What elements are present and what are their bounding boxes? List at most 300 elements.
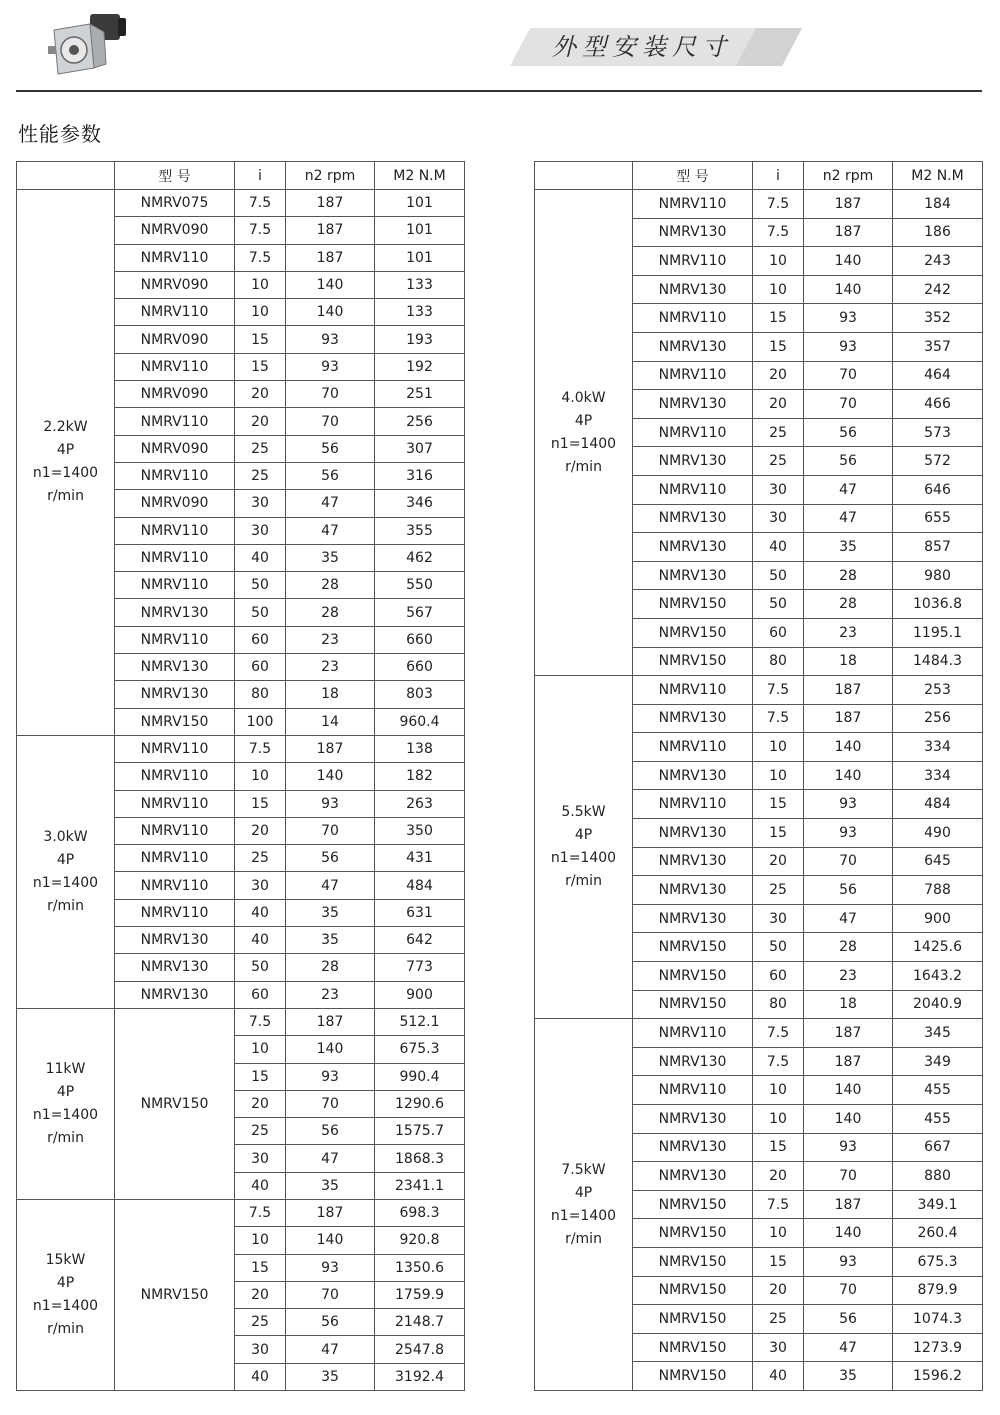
speed-cell: 28 [286, 599, 375, 626]
torque-cell: 1643.2 [893, 962, 983, 991]
torque-cell: 349.1 [893, 1190, 983, 1219]
model-cell: NMRV110 [115, 517, 235, 544]
torque-cell: 655 [893, 504, 983, 533]
speed-cell: 187 [286, 190, 375, 217]
ratio-cell: 30 [753, 1333, 804, 1362]
ratio-cell: 10 [753, 1076, 804, 1105]
speed-cell: 28 [286, 954, 375, 981]
model-cell: NMRV110 [115, 353, 235, 380]
speed-cell: 140 [804, 1219, 893, 1248]
model-cell: NMRV110 [633, 190, 753, 219]
col-header-ratio: i [235, 162, 286, 190]
model-cell: NMRV110 [633, 1076, 753, 1105]
torque-cell: 788 [893, 876, 983, 905]
table-row [17, 735, 465, 762]
ratio-cell: 20 [235, 408, 286, 435]
spec-table-right [534, 161, 983, 1391]
torque-cell: 900 [893, 904, 983, 933]
ratio-cell: 40 [235, 544, 286, 571]
torque-cell: 182 [375, 763, 465, 790]
speed-cell: 93 [286, 1063, 375, 1090]
model-cell: NMRV150 [633, 1247, 753, 1276]
model-cell: NMRV150 [115, 1199, 235, 1390]
model-cell: NMRV130 [633, 704, 753, 733]
speed-cell: 70 [286, 408, 375, 435]
ratio-cell: 50 [753, 590, 804, 619]
speed-cell: 70 [804, 390, 893, 419]
torque-cell: 660 [375, 654, 465, 681]
ratio-cell: 15 [753, 790, 804, 819]
ratio-cell: 20 [235, 1281, 286, 1308]
ratio-cell: 50 [235, 599, 286, 626]
ratio-cell: 25 [235, 1118, 286, 1145]
ratio-cell: 40 [753, 533, 804, 562]
speed-cell: 47 [286, 872, 375, 899]
ratio-cell: 30 [235, 517, 286, 544]
ratio-cell: 25 [235, 435, 286, 462]
speed-cell: 47 [804, 904, 893, 933]
speed-cell: 140 [804, 1105, 893, 1134]
power-group-line: r/min [47, 897, 84, 914]
ratio-cell: 40 [753, 1362, 804, 1391]
model-cell: NMRV110 [115, 763, 235, 790]
model-cell: NMRV090 [115, 217, 235, 244]
torque-cell: 133 [375, 271, 465, 298]
ratio-cell: 7.5 [753, 1019, 804, 1048]
torque-cell: 879.9 [893, 1276, 983, 1305]
power-group-line: 2.2kW [43, 419, 88, 436]
speed-cell: 47 [286, 1336, 375, 1363]
torque-cell: 256 [375, 408, 465, 435]
speed-cell: 28 [286, 572, 375, 599]
speed-cell: 187 [286, 244, 375, 271]
model-cell: NMRV075 [115, 190, 235, 217]
speed-cell: 140 [286, 299, 375, 326]
ratio-cell: 7.5 [235, 190, 286, 217]
speed-cell: 56 [804, 418, 893, 447]
speed-cell: 56 [286, 1309, 375, 1336]
torque-cell: 572 [893, 447, 983, 476]
power-group-line: r/min [47, 488, 84, 505]
speed-cell: 18 [804, 990, 893, 1019]
model-cell: NMRV110 [633, 733, 753, 762]
speed-cell: 93 [804, 304, 893, 333]
torque-cell: 512.1 [375, 1008, 465, 1035]
power-group-line: 5.5kW [561, 804, 606, 821]
torque-cell: 1074.3 [893, 1305, 983, 1334]
speed-cell: 187 [286, 1199, 375, 1226]
speed-cell: 140 [286, 271, 375, 298]
model-cell: NMRV110 [633, 475, 753, 504]
model-cell: NMRV110 [633, 676, 753, 705]
speed-cell: 140 [804, 247, 893, 276]
model-cell: NMRV110 [115, 462, 235, 489]
model-cell: NMRV150 [115, 1008, 235, 1199]
speed-cell: 18 [804, 647, 893, 676]
torque-cell: 462 [375, 544, 465, 571]
torque-cell: 773 [375, 954, 465, 981]
ratio-cell: 25 [753, 418, 804, 447]
torque-cell: 631 [375, 899, 465, 926]
ratio-cell: 30 [753, 904, 804, 933]
section-title: 性能参数 [18, 122, 102, 146]
torque-cell: 645 [893, 847, 983, 876]
model-cell: NMRV130 [633, 275, 753, 304]
ratio-cell: 50 [235, 572, 286, 599]
torque-cell: 675.3 [375, 1036, 465, 1063]
ratio-cell: 30 [235, 872, 286, 899]
power-group-line: 15kW [45, 1252, 86, 1269]
power-group-line: 4P [574, 412, 593, 429]
ratio-cell: 80 [753, 990, 804, 1019]
power-group-label [17, 735, 115, 1008]
power-group-line: n1=1400 [550, 435, 617, 452]
ratio-cell: 7.5 [235, 1008, 286, 1035]
torque-cell: 484 [375, 872, 465, 899]
torque-cell: 698.3 [375, 1199, 465, 1226]
torque-cell: 346 [375, 490, 465, 517]
ratio-cell: 30 [753, 504, 804, 533]
power-group-line: 11kW [45, 1060, 86, 1077]
speed-cell: 93 [804, 332, 893, 361]
speed-cell: 140 [804, 275, 893, 304]
speed-cell: 47 [286, 490, 375, 517]
col-header-torque: M2 N.M [893, 162, 983, 190]
model-cell: NMRV130 [633, 904, 753, 933]
ratio-cell: 7.5 [235, 217, 286, 244]
table-row [535, 1019, 983, 1048]
torque-cell: 646 [893, 475, 983, 504]
torque-cell: 256 [893, 704, 983, 733]
model-cell: NMRV130 [115, 954, 235, 981]
col-header-ratio: i [753, 162, 804, 190]
col-header-model: 型 号 [115, 162, 235, 190]
model-cell: NMRV110 [115, 790, 235, 817]
col-header-torque: M2 N.M [375, 162, 465, 190]
torque-cell: 900 [375, 981, 465, 1008]
model-cell: NMRV150 [633, 1190, 753, 1219]
torque-cell: 101 [375, 217, 465, 244]
model-cell: NMRV130 [633, 561, 753, 590]
model-cell: NMRV110 [115, 408, 235, 435]
speed-cell: 56 [804, 876, 893, 905]
ratio-cell: 50 [753, 933, 804, 962]
model-cell: NMRV110 [115, 572, 235, 599]
speed-cell: 187 [286, 217, 375, 244]
model-cell: NMRV090 [115, 271, 235, 298]
ratio-cell: 20 [753, 1162, 804, 1191]
ratio-cell: 20 [753, 1276, 804, 1305]
model-cell: NMRV150 [633, 647, 753, 676]
ratio-cell: 15 [235, 326, 286, 353]
speed-cell: 35 [286, 544, 375, 571]
ratio-cell: 20 [753, 847, 804, 876]
torque-cell: 1596.2 [893, 1362, 983, 1391]
speed-cell: 140 [804, 1076, 893, 1105]
model-cell: NMRV130 [633, 332, 753, 361]
ratio-cell: 25 [235, 1309, 286, 1336]
torque-cell: 920.8 [375, 1227, 465, 1254]
ratio-cell: 60 [753, 618, 804, 647]
torque-cell: 455 [893, 1105, 983, 1134]
ratio-cell: 7.5 [753, 1047, 804, 1076]
torque-cell: 567 [375, 599, 465, 626]
ratio-cell: 25 [235, 462, 286, 489]
power-group-line: 4P [56, 1275, 75, 1292]
speed-cell: 140 [804, 761, 893, 790]
ratio-cell: 20 [235, 1090, 286, 1117]
ratio-cell: 30 [753, 475, 804, 504]
torque-cell: 307 [375, 435, 465, 462]
ratio-cell: 15 [753, 1133, 804, 1162]
model-cell: NMRV110 [633, 1019, 753, 1048]
model-cell: NMRV130 [633, 1047, 753, 1076]
torque-cell: 466 [893, 390, 983, 419]
speed-cell: 93 [804, 819, 893, 848]
model-cell: NMRV130 [115, 681, 235, 708]
torque-cell: 334 [893, 761, 983, 790]
model-cell: NMRV150 [633, 1276, 753, 1305]
speed-cell: 47 [804, 1333, 893, 1362]
model-cell: NMRV130 [633, 1162, 753, 1191]
model-cell: NMRV130 [115, 981, 235, 1008]
torque-cell: 660 [375, 626, 465, 653]
speed-cell: 35 [286, 1363, 375, 1390]
ratio-cell: 30 [235, 1336, 286, 1363]
torque-cell: 3192.4 [375, 1363, 465, 1390]
table-row [17, 1199, 465, 1226]
model-cell: NMRV130 [115, 654, 235, 681]
power-group-label [17, 1199, 115, 1390]
speed-cell: 187 [286, 1008, 375, 1035]
speed-cell: 56 [286, 1118, 375, 1145]
ratio-cell: 30 [235, 490, 286, 517]
model-cell: NMRV150 [633, 962, 753, 991]
torque-cell: 960.4 [375, 708, 465, 735]
speed-cell: 140 [804, 733, 893, 762]
model-cell: NMRV130 [633, 1105, 753, 1134]
torque-cell: 193 [375, 326, 465, 353]
torque-cell: 184 [893, 190, 983, 219]
torque-cell: 355 [375, 517, 465, 544]
torque-cell: 1273.9 [893, 1333, 983, 1362]
torque-cell: 349 [893, 1047, 983, 1076]
torque-cell: 667 [893, 1133, 983, 1162]
torque-cell: 263 [375, 790, 465, 817]
model-cell: NMRV110 [115, 244, 235, 271]
model-cell: NMRV150 [633, 933, 753, 962]
speed-cell: 140 [286, 1227, 375, 1254]
spec-table-left [16, 161, 465, 1391]
torque-cell: 675.3 [893, 1247, 983, 1276]
speed-cell: 28 [804, 933, 893, 962]
ratio-cell: 80 [235, 681, 286, 708]
torque-cell: 980 [893, 561, 983, 590]
speed-cell: 70 [804, 1276, 893, 1305]
power-group-line: n1=1400 [32, 1106, 99, 1123]
torque-cell: 133 [375, 299, 465, 326]
ratio-cell: 25 [753, 447, 804, 476]
torque-cell: 2341.1 [375, 1172, 465, 1199]
col-header-model: 型 号 [633, 162, 753, 190]
model-cell: NMRV110 [115, 544, 235, 571]
speed-cell: 47 [804, 475, 893, 504]
gearbox-logo [44, 10, 130, 78]
speed-cell: 187 [804, 704, 893, 733]
ratio-cell: 15 [753, 1247, 804, 1276]
power-group-line: 4.0kW [561, 389, 606, 406]
model-cell: NMRV130 [633, 390, 753, 419]
torque-cell: 253 [893, 676, 983, 705]
torque-cell: 334 [893, 733, 983, 762]
ratio-cell: 60 [753, 962, 804, 991]
torque-cell: 484 [893, 790, 983, 819]
speed-cell: 28 [804, 590, 893, 619]
model-cell: NMRV110 [115, 845, 235, 872]
model-cell: NMRV110 [633, 247, 753, 276]
ratio-cell: 7.5 [753, 190, 804, 219]
table-row [17, 190, 465, 217]
model-cell: NMRV110 [115, 899, 235, 926]
ratio-cell: 10 [753, 733, 804, 762]
speed-cell: 35 [804, 533, 893, 562]
torque-cell: 260.4 [893, 1219, 983, 1248]
model-cell: NMRV150 [633, 1305, 753, 1334]
speed-cell: 187 [286, 735, 375, 762]
ratio-cell: 7.5 [753, 704, 804, 733]
ratio-cell: 10 [753, 1219, 804, 1248]
speed-cell: 23 [804, 618, 893, 647]
speed-cell: 56 [286, 845, 375, 872]
model-cell: NMRV130 [115, 599, 235, 626]
torque-cell: 1484.3 [893, 647, 983, 676]
torque-cell: 1195.1 [893, 618, 983, 647]
speed-cell: 35 [286, 927, 375, 954]
ratio-cell: 60 [235, 626, 286, 653]
torque-cell: 803 [375, 681, 465, 708]
ratio-cell: 10 [235, 271, 286, 298]
ratio-cell: 25 [753, 876, 804, 905]
model-cell: NMRV130 [633, 533, 753, 562]
torque-cell: 101 [375, 244, 465, 271]
ratio-cell: 25 [753, 1305, 804, 1334]
torque-cell: 490 [893, 819, 983, 848]
ratio-cell: 7.5 [235, 1199, 286, 1226]
ratio-cell: 15 [235, 1063, 286, 1090]
ratio-cell: 20 [235, 381, 286, 408]
speed-cell: 23 [286, 654, 375, 681]
ratio-cell: 10 [753, 275, 804, 304]
speed-cell: 93 [804, 790, 893, 819]
col-header-speed: n2 rpm [804, 162, 893, 190]
speed-cell: 47 [286, 1145, 375, 1172]
torque-cell: 1425.6 [893, 933, 983, 962]
power-group-line: r/min [47, 1321, 84, 1338]
torque-cell: 573 [893, 418, 983, 447]
speed-cell: 35 [804, 1362, 893, 1391]
col-header-power [17, 162, 115, 190]
ratio-cell: 15 [753, 819, 804, 848]
model-cell: NMRV110 [633, 790, 753, 819]
ratio-cell: 10 [235, 763, 286, 790]
torque-cell: 431 [375, 845, 465, 872]
speed-cell: 18 [286, 681, 375, 708]
speed-cell: 70 [286, 1090, 375, 1117]
model-cell: NMRV110 [115, 626, 235, 653]
ratio-cell: 100 [235, 708, 286, 735]
ratio-cell: 10 [753, 1105, 804, 1134]
model-cell: NMRV130 [115, 927, 235, 954]
ratio-cell: 60 [235, 654, 286, 681]
ratio-cell: 15 [753, 332, 804, 361]
col-header-power [535, 162, 633, 190]
speed-cell: 93 [286, 353, 375, 380]
speed-cell: 70 [804, 847, 893, 876]
model-cell: NMRV130 [633, 504, 753, 533]
power-group-line: r/min [565, 873, 602, 890]
ratio-cell: 7.5 [753, 676, 804, 705]
speed-cell: 47 [286, 517, 375, 544]
power-group-line: r/min [565, 1230, 602, 1247]
power-group-label [17, 190, 115, 736]
speed-cell: 70 [804, 361, 893, 390]
ratio-cell: 50 [753, 561, 804, 590]
ratio-cell: 20 [753, 390, 804, 419]
power-group-line: r/min [565, 458, 602, 475]
ratio-cell: 15 [235, 353, 286, 380]
power-group-label [17, 1008, 115, 1199]
power-group-label [535, 190, 633, 676]
ratio-cell: 10 [753, 247, 804, 276]
torque-cell: 350 [375, 817, 465, 844]
torque-cell: 880 [893, 1162, 983, 1191]
speed-cell: 14 [286, 708, 375, 735]
speed-cell: 93 [804, 1133, 893, 1162]
table-row [535, 676, 983, 705]
power-group-line: n1=1400 [32, 1298, 99, 1315]
ratio-cell: 15 [235, 1254, 286, 1281]
torque-cell: 1868.3 [375, 1145, 465, 1172]
torque-cell: 316 [375, 462, 465, 489]
power-group-line: 4P [574, 1184, 593, 1201]
power-group-line: 7.5kW [561, 1161, 606, 1178]
speed-cell: 140 [286, 763, 375, 790]
power-group-line: 3.0kW [43, 828, 88, 845]
torque-cell: 192 [375, 353, 465, 380]
speed-cell: 56 [286, 462, 375, 489]
power-group-label [535, 1019, 633, 1391]
power-group-label [535, 676, 633, 1019]
torque-cell: 455 [893, 1076, 983, 1105]
model-cell: NMRV110 [633, 418, 753, 447]
speed-cell: 56 [286, 435, 375, 462]
ratio-cell: 20 [235, 817, 286, 844]
ratio-cell: 7.5 [235, 735, 286, 762]
torque-cell: 101 [375, 190, 465, 217]
ratio-cell: 20 [753, 361, 804, 390]
model-cell: NMRV090 [115, 326, 235, 353]
speed-cell: 23 [804, 962, 893, 991]
model-cell: NMRV130 [633, 819, 753, 848]
speed-cell: 56 [804, 1305, 893, 1334]
speed-cell: 70 [804, 1162, 893, 1191]
model-cell: NMRV150 [633, 1219, 753, 1248]
power-group-line: n1=1400 [32, 874, 99, 891]
ratio-cell: 7.5 [235, 244, 286, 271]
speed-cell: 93 [804, 1247, 893, 1276]
model-cell: NMRV150 [633, 990, 753, 1019]
speed-cell: 47 [804, 504, 893, 533]
